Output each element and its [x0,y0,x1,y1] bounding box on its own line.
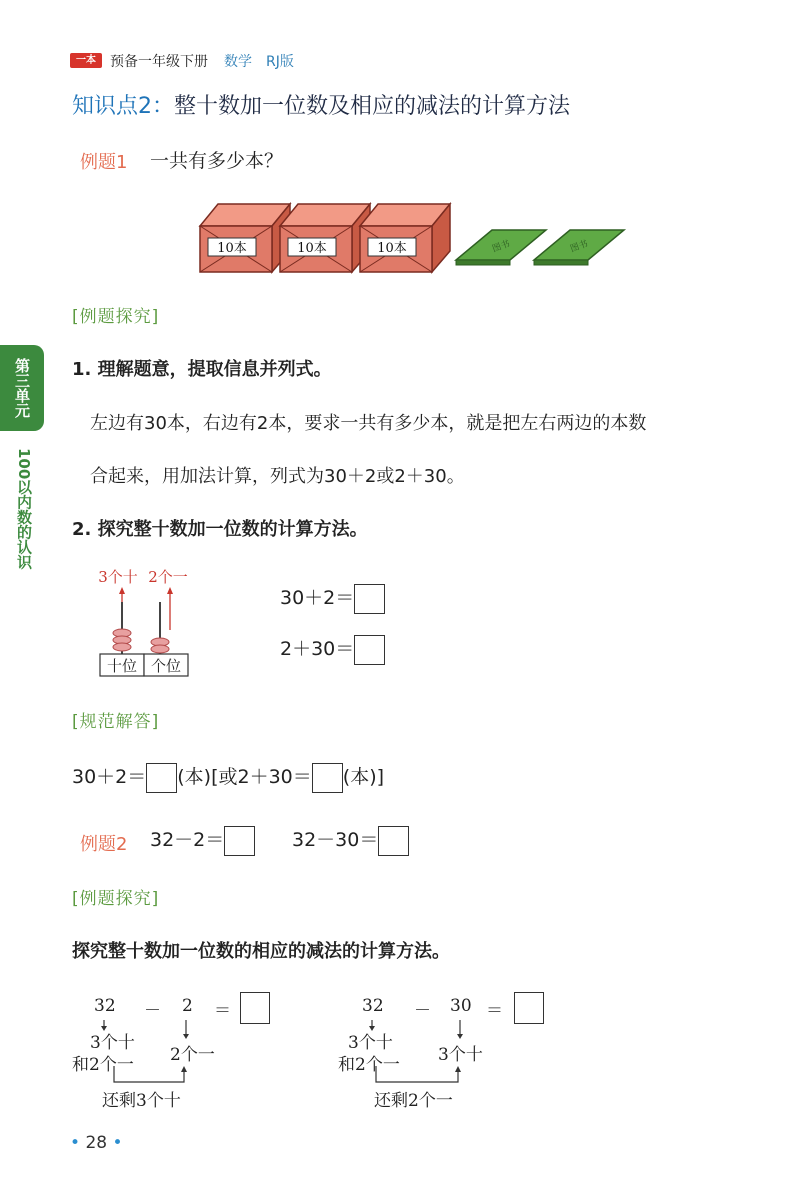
ones-bead [151,645,169,653]
calc2-remain: 还剩2个一 [374,1091,453,1111]
step2-eq2-text: 2＋30＝ [280,638,355,660]
calc-diagram-1 [68,990,298,1115]
answer-box[interactable] [378,826,409,856]
book-1 [456,230,546,265]
step1-line2: 合起来，用加法计算，列式为30＋2或2＋30。 [90,466,465,487]
section-explore-2: [例题探究] [72,889,160,909]
tens-place-label: 十位 [106,657,138,675]
standard-answer [72,762,384,793]
box-2 [280,204,370,272]
calc2-split-tens: 3个十 [348,1033,393,1053]
step2-eq2 [280,634,385,665]
box-1 [200,204,290,272]
box-1-label: 10本 [217,241,247,256]
page-number [70,1133,123,1153]
ones-note: 2个一 [148,568,188,586]
calc2-b-note: 3个十 [438,1045,483,1065]
edition-label: RJ版 [266,54,294,70]
example2-eq2-text: 32－30＝ [292,829,379,851]
example2-label: 例题2 [80,834,128,855]
answer-part2: (本)[或2＋30＝ [177,766,312,788]
calc1-remain: 还剩3个十 [102,1091,181,1111]
book-2 [534,230,624,265]
knowledge-point-text: 整十数加一位数及相应的减法的计算方法 [174,94,571,119]
unit-tab[interactable]: 第三单元 [0,345,44,431]
calc1-b-note: 2个一 [170,1045,215,1065]
calc1-a: 32 [94,996,116,1016]
example1-question: 一共有多少本？ [150,150,284,172]
example2-eq2 [292,825,409,856]
section-answer: [规范解答] [72,712,160,732]
bullet-icon: • [70,1133,81,1153]
calc1-split-tens: 3个十 [90,1033,135,1053]
calc1-b: 2 [182,996,193,1016]
unit-topic: 100以内数的认识 [15,448,33,570]
answer-part3: (本)] [342,766,385,788]
calc2-op: － [414,1001,431,1021]
step1-line1: 左边有30本，右边有2本，要求一共有多少本，就是把左右两边的本数 [90,413,647,434]
page-number-value: 28 [85,1133,108,1153]
answer-box[interactable] [354,635,385,665]
box-3 [360,204,450,272]
knowledge-point-title: 知识点2：整十数加一位数及相应的减法的计算方法 [72,94,571,119]
box-3-label: 10本 [377,241,407,256]
step2-title: 2. 探究整十数加一位数的计算方法。 [72,519,368,540]
tens-bead [113,643,131,651]
answer-box[interactable] [312,763,343,793]
abacus-diagram [88,562,198,682]
step1-title: 1. 理解题意，提取信息并列式。 [72,359,332,380]
step2-eq1 [280,583,385,614]
book-2-label: 图书 [569,239,590,255]
step3-title: 探究整十数加一位数的相应的减法的计算方法。 [72,941,450,962]
calc2-a: 32 [362,996,384,1016]
example1-illustration [190,196,640,276]
calc1-split-ones: 和2个一 [72,1055,134,1075]
section-explore: [例题探究] [72,307,160,327]
publisher-logo: 一本 [70,53,102,68]
example2-eq1 [150,825,255,856]
example1-label: 例题1 [80,152,128,173]
box-2-label: 10本 [297,241,327,256]
tens-note: 3个十 [98,568,138,586]
answer-box[interactable] [354,584,385,614]
bullet-icon: • [112,1133,123,1153]
example2-eq1-text: 32－2＝ [150,829,225,851]
subject-label: 数学 [224,54,252,70]
calc1-op: － [144,1001,161,1021]
ones-place-label: 个位 [150,657,182,675]
answer-box[interactable] [146,763,177,793]
calc2-eq: ＝ [486,1001,503,1021]
answer-box[interactable] [224,826,255,856]
calc2-b: 30 [450,996,472,1016]
book-title: 预备一年级下册 [110,54,208,70]
knowledge-point-label: 知识点2 [72,94,152,119]
step2-eq1-text: 30＋2＝ [280,587,355,609]
book-1-label: 图书 [491,239,512,255]
calc1-eq: ＝ [214,1001,231,1021]
calc-diagram-2 [336,990,576,1115]
answer-part1: 30＋2＝ [72,766,147,788]
calc2-split-ones: 和2个一 [338,1055,400,1075]
